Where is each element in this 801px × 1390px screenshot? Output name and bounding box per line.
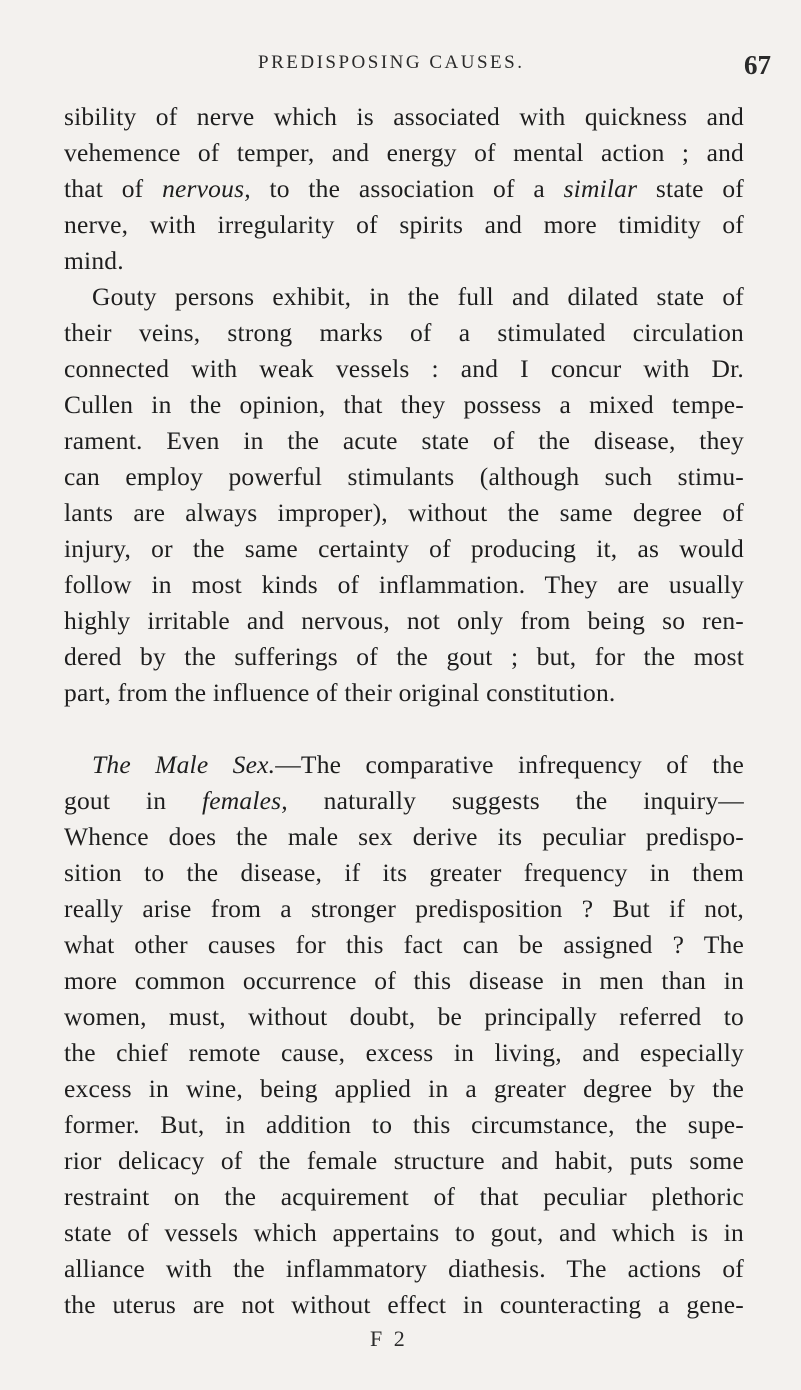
text-run: to the association of a (250, 174, 564, 203)
text-run: naturally suggests the inquiry— (287, 786, 744, 815)
page-number: 67 (744, 50, 771, 80)
text-run: injury, or the same certainty of producing it, as would (64, 534, 744, 563)
text-line (64, 532, 744, 565)
text-run: sition to the disease, if its greater frequency in them (64, 858, 744, 887)
text-line (64, 136, 744, 169)
text-line (64, 172, 744, 205)
text-line (64, 1144, 744, 1177)
text-run: mind. (64, 246, 124, 275)
text-run: sibility of nerve which is associated with quickness and (64, 102, 744, 131)
signature-mark: F 2 (370, 1326, 408, 1351)
text-line (64, 640, 744, 673)
text-run: restraint on the acquirement of that peculiar plethoric (64, 1182, 744, 1211)
text-run: the chief remote cause, excess in living, and especially (64, 1038, 744, 1067)
text-run: Gouty persons exhibit, in the full and dilated state of (92, 282, 744, 311)
italic-text: females, (201, 786, 288, 815)
text-line (64, 208, 744, 241)
text-run: state of vessels which appertains to gout, and which is in (64, 1218, 744, 1247)
running-head: PREDISPOSING CAUSES. (258, 52, 525, 73)
text-line (64, 676, 744, 709)
text-run: —The comparative infrequency of the (275, 750, 744, 779)
text-run: state of (637, 174, 744, 203)
text-line (64, 820, 744, 853)
text-line (64, 784, 744, 817)
text-run: can employ powerful stimulants (although such stimu- (64, 462, 744, 491)
italic-text: similar (563, 174, 638, 203)
text-line (64, 100, 744, 133)
text-line (64, 748, 744, 781)
text-run: connected with weak vessels : and I concur with Dr. (64, 354, 744, 383)
text-run: dered by the sufferings of the gout ; but, for the most (64, 642, 744, 671)
text-run: their veins, strong marks of a stimulated circulation (64, 318, 744, 347)
text-line (64, 1216, 744, 1249)
text-line (64, 928, 744, 961)
text-run: more common occurrence of this disease in men than in (64, 966, 744, 995)
italic-text: The Male Sex. (92, 750, 276, 779)
text-run: excess in wine, being applied in a greater degree by the (64, 1074, 744, 1103)
text-run: what other causes for this fact can be assigned ? The (64, 930, 744, 959)
text-run: follow in most kinds of inflammation. They are usually (64, 570, 744, 599)
text-line (64, 1072, 744, 1105)
text-line (64, 1180, 744, 1213)
text-run: Whence does the male sex derive its peculiar predispo- (64, 822, 744, 851)
text-run: alliance with the inflammatory diathesis. The actions of (64, 1254, 744, 1283)
text-run: part, from the influence of their original constitution. (64, 678, 616, 707)
text-line (64, 1252, 744, 1285)
text-line (64, 964, 744, 997)
text-line (64, 496, 744, 529)
text-line (64, 1288, 744, 1321)
text-line (64, 352, 744, 385)
text-line (64, 1000, 744, 1033)
text-run: the uterus are not without effect in counteracting a gene- (64, 1290, 744, 1319)
text-line (64, 604, 744, 637)
text-line (64, 316, 744, 349)
text-run: rior delicacy of the female structure and habit, puts some (64, 1146, 744, 1175)
text-run: lants are always improper), without the same degree of (64, 498, 744, 527)
text-line (64, 1036, 744, 1069)
text-run: former. But, in addition to this circumstance, the supe- (64, 1110, 744, 1139)
text-run: highly irritable and nervous, not only from being so ren- (64, 606, 744, 635)
text-run: nerve, with irregularity of spirits and more timidity of (64, 210, 744, 239)
text-run: that of (64, 174, 163, 203)
text-line (64, 424, 744, 457)
italic-text: nervous, (162, 174, 251, 203)
text-run: really arise from a stronger predisposition ? But if not, (64, 894, 744, 923)
text-line (64, 388, 744, 421)
text-line (64, 460, 744, 493)
text-run: women, must, without doubt, be principally referred to (64, 1002, 744, 1031)
text-run: gout in (64, 786, 202, 815)
text-line (64, 568, 744, 601)
text-line (64, 244, 744, 277)
text-line (64, 892, 744, 925)
text-line (64, 856, 744, 889)
text-run: rament. Even in the acute state of the disease, they (64, 426, 744, 455)
text-line (64, 280, 744, 313)
text-run: Cullen in the opinion, that they possess a mixed tempe- (64, 390, 744, 419)
text-line (64, 1108, 744, 1141)
text-run: vehemence of temper, and energy of mental action ; and (64, 138, 744, 167)
